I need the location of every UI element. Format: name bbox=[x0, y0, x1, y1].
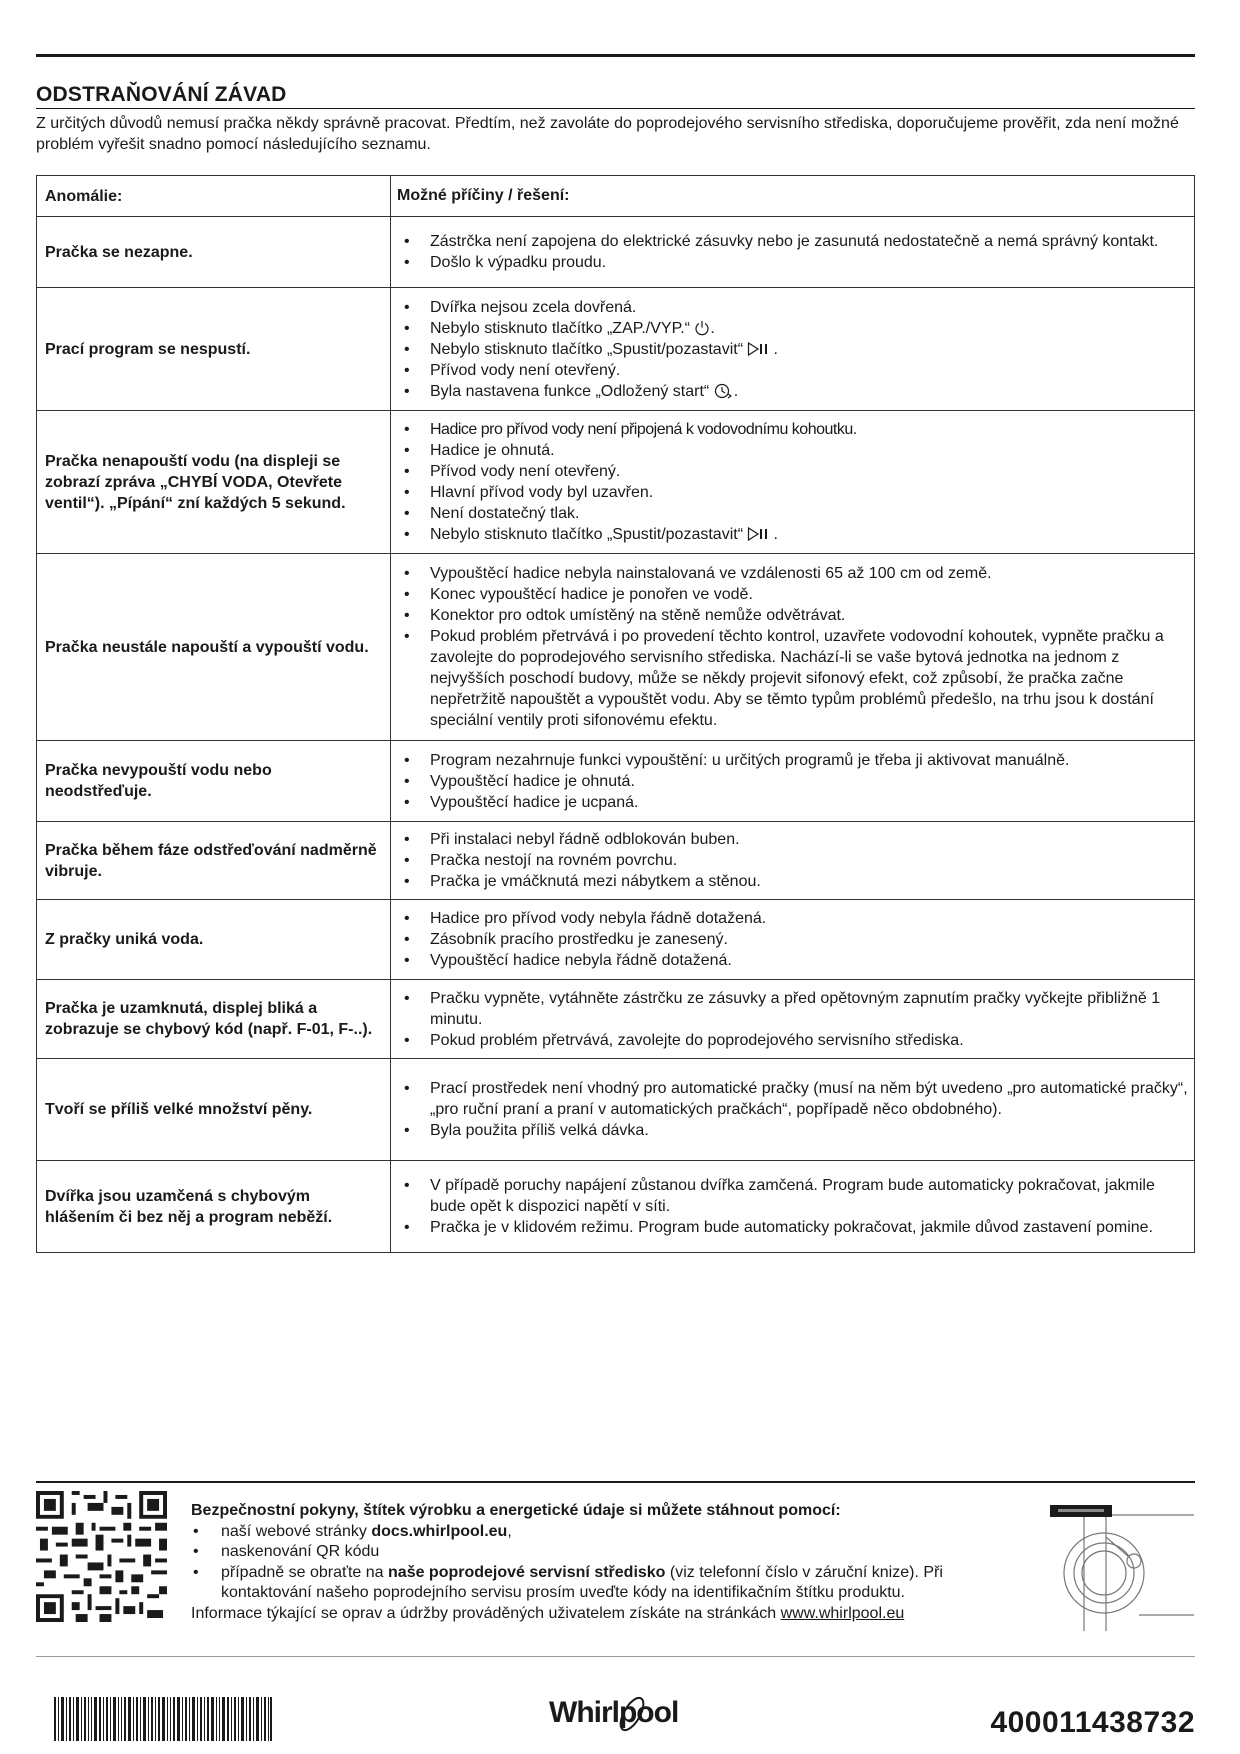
list-item: • Pračku vypněte, vytáhněte zástrčku ze zásuvky a před opětovným zapnutím pračky vyčkejte přibližně 1 minutu. bbox=[397, 988, 1188, 1030]
list-item: • Nebylo stisknuto tlačítko „Spustit/pozastavit“ . bbox=[397, 339, 1188, 360]
troubleshooting-table bbox=[36, 175, 1195, 1253]
solution-cell bbox=[391, 741, 1195, 822]
list-item: • Prací prostředek není vhodný pro automatické pračky (musí na něm být uvedeno „pro automatické pračky“, „pro ruční praní a praní v automatických pračkách“, popřípadě něco obdobného). bbox=[397, 1078, 1188, 1120]
table-row bbox=[37, 900, 1195, 980]
column-header-anomaly: Anomálie: bbox=[37, 176, 391, 217]
list-item: • Vypouštěcí hadice je ucpaná. bbox=[397, 792, 1188, 813]
anomaly-cell: Tvoří se příliš velké množství pěny. bbox=[37, 1059, 391, 1161]
list-item: • Program nezahrnuje funkci vypouštění: u určitých programů je třeba ji aktivovat manuálně. bbox=[397, 750, 1188, 771]
list-item: • V případě poruchy napájení zůstanou dvířka zamčená. Program bude automaticky pokračovat, jakmile bude opět k dispozici napětí v síti. bbox=[397, 1175, 1188, 1217]
whirlpool-logo-text: Whirlpool bbox=[549, 1696, 679, 1729]
table-row bbox=[37, 411, 1195, 554]
footer-text: naší webové stránky bbox=[221, 1522, 367, 1540]
list-item: • Byla nastavena funkce „Odložený start“ . bbox=[397, 381, 1188, 402]
start-pause-icon bbox=[747, 341, 773, 357]
anomaly-cell: Dvířka jsou uzamčená s chybovým hlášením či bez něj a program neběží. bbox=[37, 1161, 391, 1253]
footer-rule bbox=[36, 1481, 1195, 1483]
list-item: • Pračka je vmáčknutá mezi nábytkem a stěnou. bbox=[397, 871, 1188, 892]
footer-text: Informace týkající se oprav a údržby prováděných uživatelem získáte na stránkách bbox=[191, 1604, 777, 1622]
anomaly-cell: Pračka se nezapne. bbox=[37, 217, 391, 288]
list-item: • Hadice pro přívod vody není připojená k vodovodnímu kohoutku. bbox=[397, 419, 1188, 440]
list-item: • Nebylo stisknuto tlačítko „ZAP./VYP.“ . bbox=[397, 318, 1188, 339]
list-item: • Pokud problém přetrvává, zavolejte do poprodejového servisního střediska. bbox=[397, 1030, 1188, 1051]
washing-machine-label-illustration bbox=[1044, 1495, 1194, 1631]
intro-text: Z určitých důvodů nemusí pračka někdy správně pracovat. Předtím, než zavoláte do poprodejového servisního střediska, doporučujeme prověřit, zda není možné problém vyřešit snadno pomocí následujícího seznamu. bbox=[36, 115, 1179, 153]
list-item: • Přívod vody není otevřený. bbox=[397, 461, 1188, 482]
table-row bbox=[37, 288, 1195, 411]
list-item: • naskenování QR kódu bbox=[191, 1542, 1031, 1563]
top-rule bbox=[36, 54, 1195, 57]
list-item: • Pokud problém přetrvává i po provedení těchto kontrol, uzavřete vodovodní kohoutek, vypněte pračku a zavolejte do poprodejového servisního střediska. Nachází-li se vaše bytová jednotka na jednom z nejvyšších poschodí budovy, může se někdy projevit sifonový efekt, což způsobí, že pračka začne nepřetržitě napouštět a vypouštět vodu. Aby se těmto typům problémů předešlo, na trhu jsou k dostání speciální ventily proti sifonovému efektu. bbox=[397, 626, 1188, 731]
docs-link[interactable]: docs.whirlpool.eu bbox=[371, 1522, 508, 1540]
list-item: • Byla použita příliš velká dávka. bbox=[397, 1120, 1188, 1141]
footer-heading: Bezpečnostní pokyny, štítek výrobku a energetické údaje si můžete stáhnout pomocí: bbox=[191, 1502, 841, 1519]
list-item: • Vypouštěcí hadice nebyla řádně dotažená. bbox=[397, 950, 1188, 971]
anomaly-cell: Pračka nevypouští vodu nebo neodstřeďuje. bbox=[37, 741, 391, 822]
footer-list bbox=[191, 1522, 1031, 1604]
table-row bbox=[37, 980, 1195, 1059]
list-item bbox=[191, 1563, 1031, 1604]
table-row bbox=[37, 1059, 1195, 1161]
solution-cell bbox=[391, 980, 1195, 1059]
solution-cell bbox=[391, 822, 1195, 900]
solution-cell bbox=[391, 1059, 1195, 1161]
solution-cell bbox=[391, 900, 1195, 980]
barcode bbox=[54, 1697, 272, 1741]
list-item: • Přívod vody není otevřený. bbox=[397, 360, 1188, 381]
list-item: • Hadice je ohnutá. bbox=[397, 440, 1188, 461]
list-item: • Hadice pro přívod vody nebyla řádně dotažená. bbox=[397, 908, 1188, 929]
list-item: • Zástrčka není zapojena do elektrické zásuvky nebo je zasunutá nedostatečně a nemá správný kontakt. bbox=[397, 231, 1188, 252]
list-item-text: Nebylo stisknuto tlačítko „Spustit/pozastavit“ bbox=[430, 526, 744, 543]
qr-code[interactable] bbox=[36, 1491, 167, 1622]
list-item: • Konektor pro odtok umístěný na stěně nemůže odvětrávat. bbox=[397, 605, 1188, 626]
list-item: • Při instalaci nebyl řádně odblokován buben. bbox=[397, 829, 1188, 850]
table-header-row bbox=[37, 176, 1195, 217]
anomaly-cell: Pračka během fáze odstřeďování nadměrně vibruje. bbox=[37, 822, 391, 900]
list-item: • Pračka nestojí na rovném povrchu. bbox=[397, 850, 1188, 871]
table-row bbox=[37, 741, 1195, 822]
list-item: • Pračka je v klidovém režimu. Program bude automaticky pokračovat, jakmile důvod zastavení pomine. bbox=[397, 1217, 1188, 1238]
delay-start-icon bbox=[714, 383, 734, 399]
list-item: • Vypouštěcí hadice nebyla nainstalovaná ve vzdálenosti 65 až 100 cm od země. bbox=[397, 563, 1188, 584]
power-icon bbox=[694, 320, 710, 336]
list-item: • Není dostatečný tlak. bbox=[397, 503, 1188, 524]
list-item: • Zásobník pracího prostředku je zanesený. bbox=[397, 929, 1188, 950]
table-row bbox=[37, 822, 1195, 900]
footer-text: (viz telefonní číslo v záruční knize). Při kontaktování našeho poprodejního servisu prosím uveďte kódy na identifikačním štítku produktu. bbox=[221, 1563, 943, 1601]
whirlpool-logo bbox=[549, 1690, 689, 1734]
footer-last-line bbox=[191, 1604, 1031, 1625]
table-row bbox=[37, 217, 1195, 288]
solution-cell bbox=[391, 554, 1195, 741]
list-item: • Konec vypouštěcí hadice je ponořen ve vodě. bbox=[397, 584, 1188, 605]
solution-cell bbox=[391, 217, 1195, 288]
whirlpool-link[interactable]: www.whirlpool.eu bbox=[780, 1604, 905, 1622]
list-item: • Dvířka nejsou zcela dovřená. bbox=[397, 297, 1188, 318]
column-header-solution: Možné příčiny / řešení: bbox=[391, 176, 1195, 217]
anomaly-cell: Pračka nenapouští vodu (na displeji se zobrazí zpráva „CHYBÍ VODA, Otevřete ventil“). „Pípání“ zní každých 5 sekund. bbox=[37, 411, 391, 554]
solution-cell bbox=[391, 1161, 1195, 1253]
list-item-text: Nebylo stisknuto tlačítko „Spustit/pozastavit“ bbox=[430, 340, 744, 358]
anomaly-cell: Pračka neustále napouští a vypouští vodu. bbox=[37, 554, 391, 741]
service-center-text: naše poprodejové servisní středisko bbox=[388, 1563, 666, 1581]
product-code: 400011438732 bbox=[990, 1706, 1195, 1739]
list-item: • Nebylo stisknuto tlačítko „Spustit/pozastavit“ . bbox=[397, 524, 1188, 545]
start-pause-icon bbox=[747, 526, 773, 542]
list-item bbox=[191, 1522, 1031, 1543]
solution-cell bbox=[391, 288, 1195, 411]
list-item: • Vypouštěcí hadice je ohnutá. bbox=[397, 771, 1188, 792]
footer-info bbox=[191, 1501, 1031, 1624]
anomaly-cell: Z pračky uniká voda. bbox=[37, 900, 391, 980]
list-item: • Došlo k výpadku proudu. bbox=[397, 252, 1188, 273]
solution-cell bbox=[391, 411, 1195, 554]
list-item-text: Byla nastavena funkce „Odložený start“ bbox=[430, 382, 710, 400]
list-item: • Hlavní přívod vody byl uzavřen. bbox=[397, 482, 1188, 503]
anomaly-cell: Prací program se nespustí. bbox=[37, 288, 391, 411]
page-title: ODSTRAŇOVÁNÍ ZÁVAD bbox=[36, 83, 1195, 109]
bottom-rule bbox=[36, 1656, 1195, 1657]
anomaly-cell: Pračka je uzamknutá, displej bliká a zobrazuje se chybový kód (např. F-01, F-..). bbox=[37, 980, 391, 1059]
footer-text: , bbox=[507, 1522, 512, 1540]
list-item-text: Nebylo stisknuto tlačítko „ZAP./VYP.“ bbox=[430, 319, 690, 337]
table-row bbox=[37, 554, 1195, 741]
footer-text: případně se obraťte na bbox=[221, 1563, 384, 1581]
table-row bbox=[37, 1161, 1195, 1253]
